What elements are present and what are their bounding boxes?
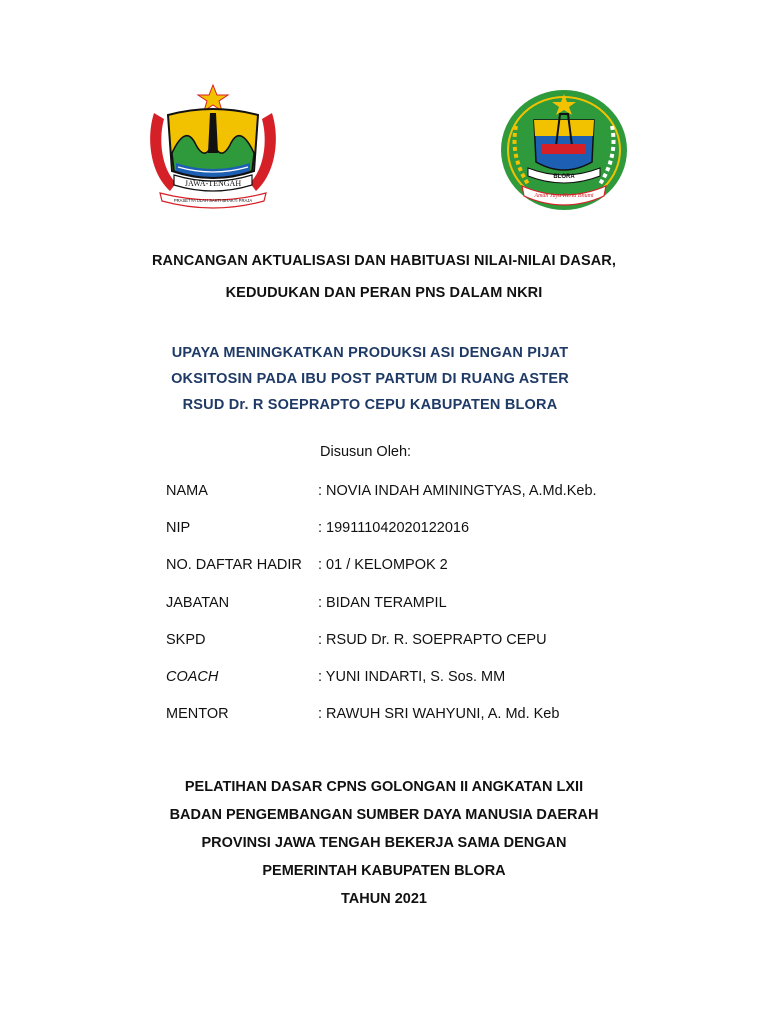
document-subtitle-line-1: UPAYA MENINGKATKAN PRODUKSI ASI DENGAN PIJAT: [171, 345, 569, 361]
footer-line-2: BADAN PENGEMBANGAN SUMBER DAYA MANUSIA DAERAH: [169, 807, 599, 823]
jawa-tengah-emblem-icon: [146, 83, 280, 209]
info-value-mentor: : RAWUH SRI WAHYUNI, A. Md. Keb: [318, 706, 560, 722]
info-value-daftar-hadir: : 01 / KELOMPOK 2: [318, 557, 448, 573]
info-row-mentor: [0, 703, 768, 725]
document-subtitle: [0, 340, 740, 418]
info-value-jabatan: : BIDAN TERAMPIL: [318, 595, 447, 611]
right-logo-banner-text: BLORA: [553, 174, 575, 180]
right-logo-motto-text: Aman Jaya Kerta Bhumi: [534, 193, 594, 199]
blora-emblem-icon: [498, 86, 630, 212]
document-title-line-2: KEDUDUKAN DAN PERAN PNS DALAM NKRI: [225, 285, 543, 301]
info-value-skpd: : RSUD Dr. R. SOEPRAPTO CEPU: [318, 632, 547, 648]
left-logo-banner-text: JAWA-TENGAH: [184, 179, 242, 188]
info-row-nama: [0, 480, 768, 502]
document-title: [0, 245, 768, 309]
info-label-jabatan: JABATAN: [166, 595, 230, 611]
info-row-nip: [0, 517, 768, 539]
prepared-by-label: Disusun Oleh:: [320, 444, 412, 460]
info-label-nip: NIP: [166, 520, 191, 536]
info-row-coach: [0, 666, 768, 688]
info-row-daftar-hadir: [0, 554, 768, 576]
info-label-skpd: SKPD: [166, 632, 206, 648]
info-row-skpd: [0, 629, 768, 651]
footer-line-3: PROVINSI JAWA TENGAH BEKERJA SAMA DENGAN: [201, 835, 567, 851]
document-subtitle-line-2: OKSITOSIN PADA IBU POST PARTUM DI RUANG ASTER: [171, 371, 569, 387]
info-row-jabatan: [0, 592, 768, 614]
footer-line-4: PEMERINTAH KABUPATEN BLORA: [262, 863, 506, 879]
info-label-daftar-hadir: NO. DAFTAR HADIR: [166, 557, 302, 573]
info-label-coach: COACH: [166, 669, 219, 685]
info-label-nama: NAMA: [166, 483, 208, 499]
info-value-coach: : YUNI INDARTI, S. Sos. MM: [318, 669, 506, 685]
info-value-nama: : NOVIA INDAH AMININGTYAS, A.Md.Keb.: [318, 483, 597, 499]
footer-line-5: TAHUN 2021: [341, 891, 427, 907]
document-footer: [0, 773, 768, 913]
footer-line-1: PELATIHAN DASAR CPNS GOLONGAN II ANGKATAN LXII: [184, 779, 584, 795]
info-value-nip: : 199111042020122016: [318, 520, 470, 536]
document-subtitle-line-3: RSUD Dr. R SOEPRAPTO CEPU KABUPATEN BLORA: [182, 397, 558, 413]
left-logo-motto-text: PRASETYA ULAH SAKTI BHAKTI PRAJA: [173, 198, 253, 203]
document-title-line-1: RANCANGAN AKTUALISASI DAN HABITUASI NILAI-NILAI DASAR,: [151, 253, 616, 269]
info-label-mentor: MENTOR: [166, 706, 229, 722]
